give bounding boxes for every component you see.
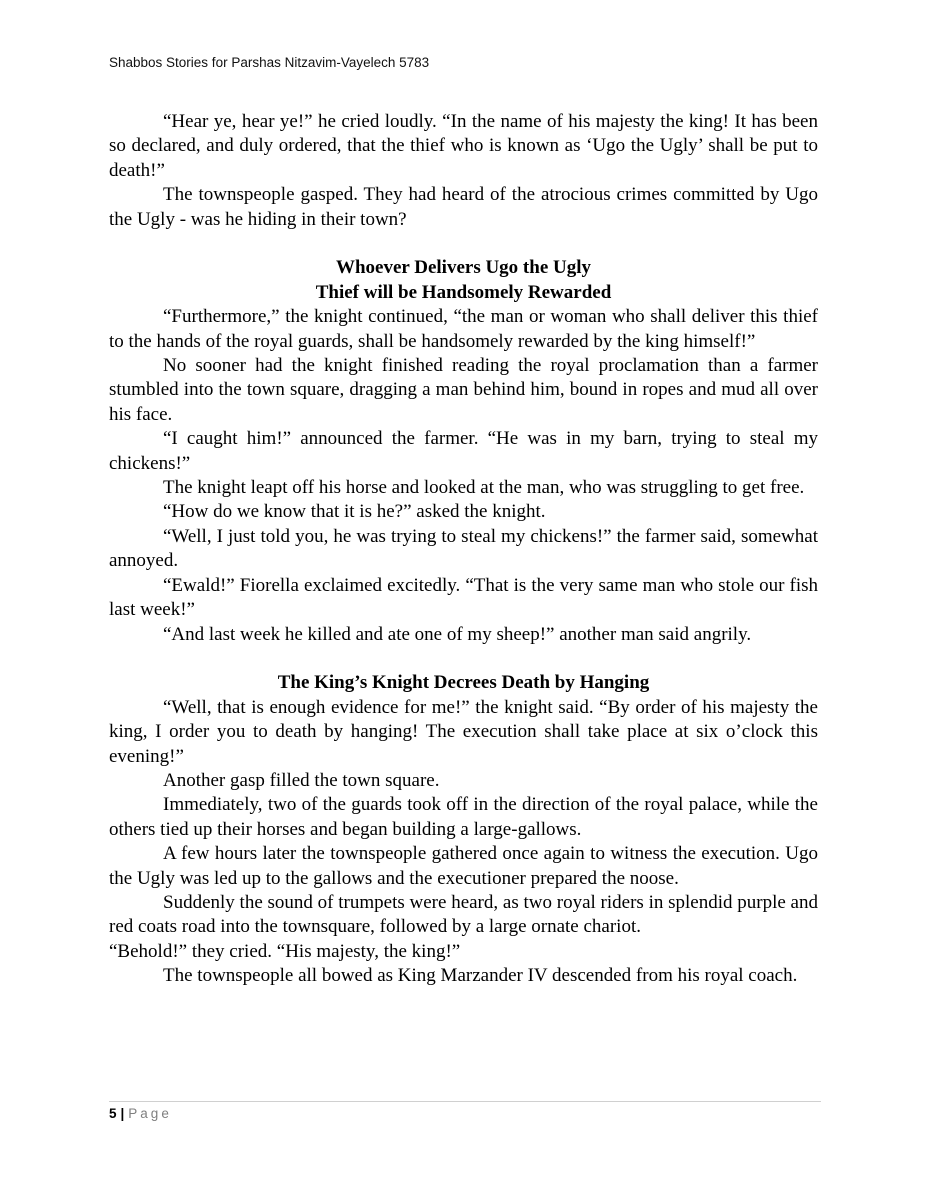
section-heading-line: Whoever Delivers Ugo the Ugly xyxy=(335,257,592,279)
paragraph: Another gasp filled the town square. xyxy=(163,769,440,791)
section-heading-line: Thief will be Handsomely Rewarded xyxy=(315,281,612,303)
paragraph: “Furthermore,” the knight continued, “the man or woman who shall deliver this thief to the hands of the royal guards, shall be handsomely rewarded by the king himself!” xyxy=(109,306,818,352)
paragraph: “I caught him!” announced the farmer. “He was in my barn, trying to steal my chickens!” xyxy=(109,428,818,474)
page-number: 5 xyxy=(109,1106,117,1121)
paragraph: “Hear ye, hear ye!” he cried loudly. “In the name of his majesty the king! It has been so declared, and duly ordered, that the thief who is known as ‘Ugo the Ugly’ shall be put to death!” xyxy=(109,111,818,181)
spacer xyxy=(109,232,818,256)
section-heading: The King’s Knight Decrees Death by Hanging xyxy=(277,672,650,694)
page-header: Shabbos Stories for Parshas Nitzavim-Vayelech 5783 xyxy=(109,55,430,70)
paragraph: No sooner had the knight finished reading the royal proclamation than a farmer stumbled into the town square, dragging a man behind him, bound in ropes and mud all over his face. xyxy=(109,355,818,425)
paragraph: The townspeople gasped. They had heard of the atrocious crimes committed by Ugo the Ugly - was he hiding in their town? xyxy=(109,184,818,230)
paragraph: The townspeople all bowed as King Marzander IV descended from his royal coach. xyxy=(163,965,798,987)
paragraph: The knight leapt off his horse and looked at the man, who was struggling to get free. xyxy=(163,477,805,499)
section-heading xyxy=(109,256,818,305)
paragraph: “How do we know that it is he?” asked the knight. xyxy=(163,501,546,523)
paragraph: A few hours later the townspeople gathered once again to witness the execution. Ugo the Ugly was led up to the gallows and the executioner prepared the noose. xyxy=(109,843,818,889)
paragraph: Immediately, two of the guards took off in the direction of the royal palace, while the others tied up their horses and began building a large-gallows. xyxy=(109,794,818,840)
spacer xyxy=(109,647,818,671)
paragraph: Suddenly the sound of trumpets were heard, as two royal riders in splendid purple and red coats road into the townsquare, followed by a large ornate chariot. xyxy=(109,891,818,938)
document-body xyxy=(109,110,818,989)
footer-divider xyxy=(109,1101,821,1102)
paragraph: “Well, that is enough evidence for me!” the knight said. “By order of his majesty the king, I order you to death by hanging! The execution shall take place at six o’clock this evening!” xyxy=(109,696,818,767)
page-label: Page xyxy=(128,1106,172,1121)
paragraph: “Behold!” they cried. “His majesty, the king!” xyxy=(109,940,461,962)
page-footer xyxy=(109,1106,172,1121)
paragraph: “Ewald!” Fiorella exclaimed excitedly. “That is the very same man who stole our fish last week!” xyxy=(109,574,818,621)
footer-separator: | xyxy=(120,1106,125,1121)
paragraph: “And last week he killed and ate one of my sheep!” another man said angrily. xyxy=(163,623,752,645)
paragraph: “Well, I just told you, he was trying to steal my chickens!” the farmer said, somewhat annoyed. xyxy=(109,525,818,572)
